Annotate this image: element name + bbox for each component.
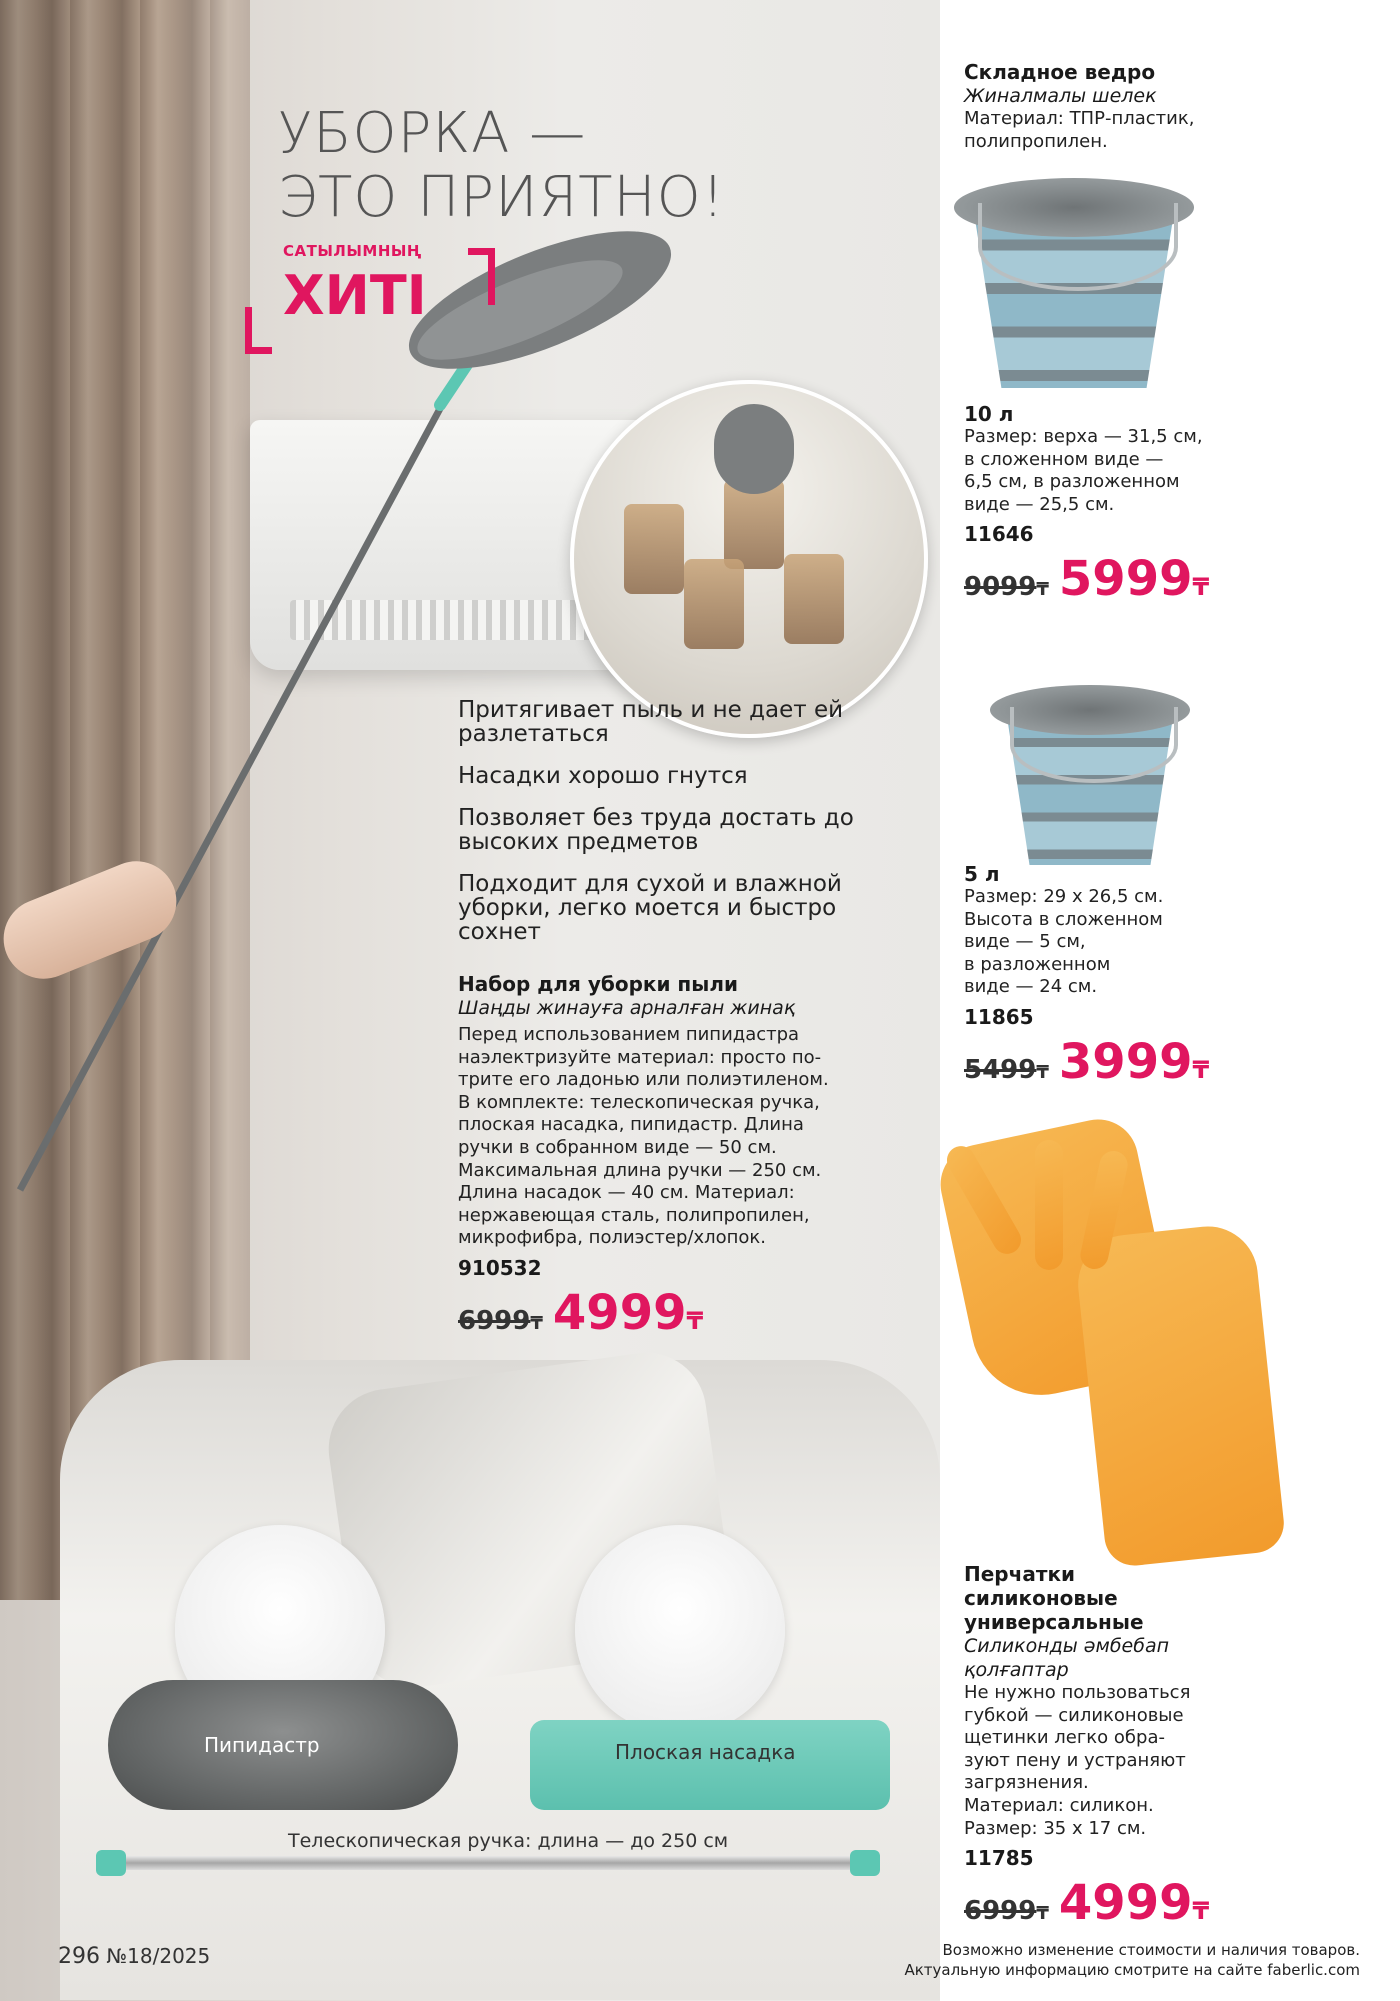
footer-note: Возможно изменение стоимости и наличия товаров. Актуальную информацию смотрите на сайте faberlic.com [904,1941,1360,1979]
bucket-10l-image [954,178,1194,388]
product-title-kz: Шаңды жинауға арналған жинақ [458,997,796,1019]
page-number: 296 №18/2025 [58,1944,211,1969]
gloves-price: 6999 ₸ 4999 ₸ [964,1875,1210,1932]
new-price: 4999 [552,1284,687,1341]
benefit-item: Насадки хорошо гнутся [458,763,748,789]
right-column [940,0,1400,2001]
chandelier-inset-image [570,380,928,738]
price-row: 6999 ₸ 4999 ₸ [458,1284,704,1341]
product-title: Набор для уборки пыли [458,972,738,996]
bucket-5l-image [990,685,1190,865]
bucket-5l-price: 5499 ₸ 3999 ₸ [964,1033,1210,1090]
benefit-item: Подходит для сухой и влажной уборки, легко моется и быстро сохнет [458,871,842,945]
bucket-10l-info: 10 л Размер: верха — 31,5 см, в сложенном виде — 6,5 см, в разложенном виде — 25,5 см. 11646 9099 ₸ 5999 ₸ [964,402,1264,604]
bucket-10l-size: 10 л [964,402,1014,426]
page-headline: УБОРКА — ЭТО ПРИЯТНО! [278,101,726,230]
gloves-info: Перчатки силиконовые универсальные Силиконды әмбебап қолғаптар Не нужно пользоваться губкой — силиконовые щетинки легко обра- зуют пену и устраняют загрязнения. Материал: силикон. Размер: 35 х 17 см. 11785 6999 ₸ 4999 ₸ [964,1562,1264,1928]
product-code: 910532 [458,1255,542,1280]
gloves-code: 11785 [964,1846,1034,1871]
benefit-item: Притягивает пыль и не дает ей разлетаться [458,697,844,747]
bucket-title-kz: Жиналмалы шелек [964,85,1157,107]
bucket-10l-code: 11646 [964,522,1034,547]
duster-label: Пипидастр [204,1733,320,1757]
bucket-title: Складное ведро [964,60,1156,84]
telescopic-handle-image [100,1856,880,1870]
bucket-5l-code: 11865 [964,1004,1034,1029]
benefit-item: Позволяет без труда достать до высоких предметов [458,805,854,855]
bucket-header: Складное ведро Жиналмалы шелек Материал: ТПР-пластик, полипропилен. [964,60,1264,153]
bucket-5l-info: 5 л Размер: 29 х 26,5 см. Высота в сложенном виде — 5 см, в разложенном виде — 24 см. 11865 5499 ₸ 3999 ₸ [964,862,1264,1087]
benefits-list [458,698,898,962]
bucket-10l-price: 9099 ₸ 5999 ₸ [964,551,1210,608]
old-price: 6999 [458,1305,531,1336]
handle-label: Телескопическая ручка: длина — до 250 см [288,1830,729,1852]
bestseller-badge: САТЫЛЫМНЫҢ ХИТІ [245,234,495,354]
dust-cleaning-set-info: Набор для уборки пыли Шаңды жинауға арналған жинақ Перед использованием пипидастра наэлектризуйте материал: просто по- трите его ладонью или полиэтиленом. В комплекте: телескопическая ручка, плоская насадка, пипидастр. Длина ручки в собранном виде — 50 см. Максимальная длина ручки — 250 см. Длина насадок — 40 см. Материал: нержавеющая сталь, полипропилен, микрофибра, полиэстер/хлопок. 910532 6999 ₸ 4999 ₸ [458,972,898,1338]
flat-label: Плоская насадка [615,1740,796,1764]
bucket-5l-size: 5 л [964,862,1000,886]
flat-attachment-image [530,1720,890,1810]
flat-attachment-circle [575,1525,785,1735]
